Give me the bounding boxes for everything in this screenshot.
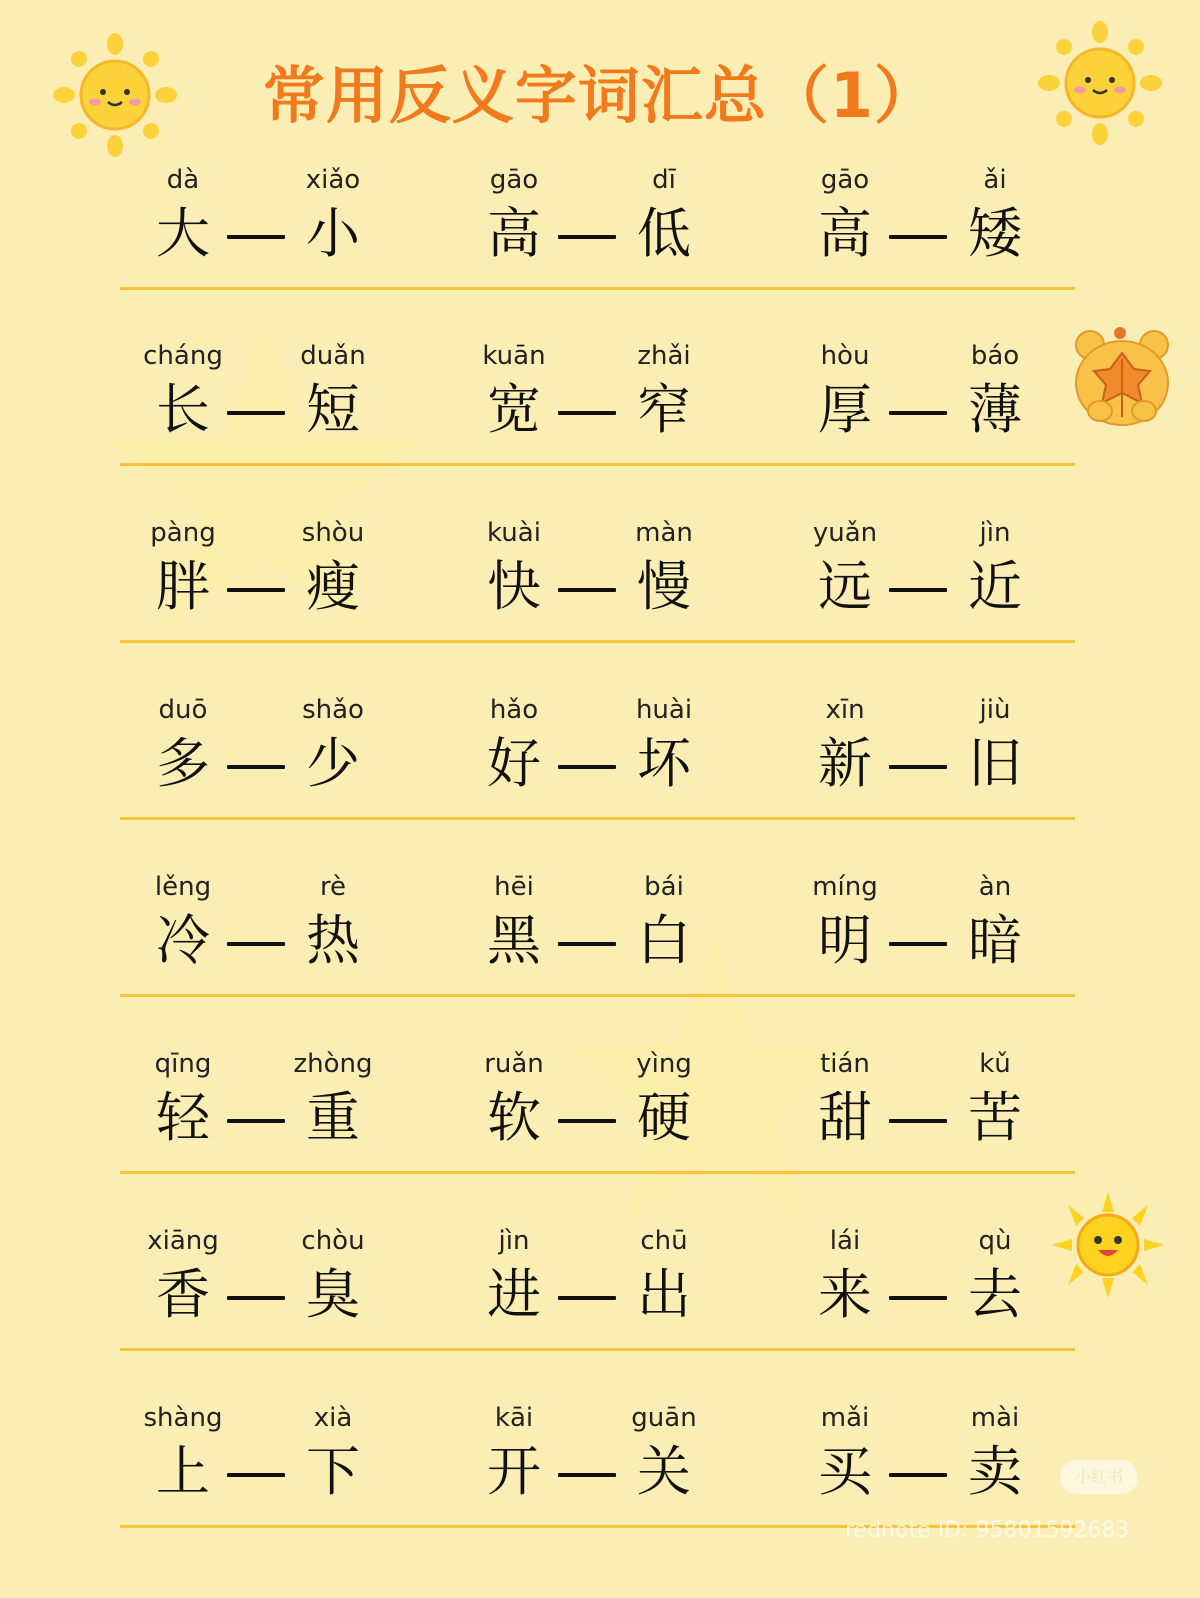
hanzi-second: 暗 xyxy=(968,909,1022,972)
dash-separator xyxy=(558,588,616,592)
hanzi-second: 旧 xyxy=(968,732,1022,795)
dash-separator xyxy=(227,235,285,239)
antonym-pair xyxy=(812,518,1085,648)
dash-separator xyxy=(558,411,616,415)
hanzi-second: 苦 xyxy=(968,1086,1022,1149)
hanzi-second: 慢 xyxy=(637,555,691,618)
pinyin-second: kǔ xyxy=(979,1049,1011,1079)
antonym-row xyxy=(0,872,1200,1050)
antonym-pair xyxy=(487,1226,754,1356)
antonym-pair xyxy=(818,1226,1085,1356)
hanzi-first: 开 xyxy=(487,1440,541,1503)
antonym-pair xyxy=(147,1226,423,1356)
antonym-pair xyxy=(156,165,423,295)
hanzi-first: 宽 xyxy=(487,378,541,441)
pinyin-second: dī xyxy=(652,165,676,195)
antonym-pair xyxy=(818,341,1085,471)
hanzi-second: 薄 xyxy=(968,378,1022,441)
antonym-pair xyxy=(818,695,1085,825)
dash-separator xyxy=(558,1119,616,1123)
pinyin-first: dà xyxy=(166,165,200,195)
watermark-id: rednote ID: 9580159​2683 xyxy=(845,1518,1130,1543)
dash-separator xyxy=(558,1296,616,1300)
hanzi-first: 黑 xyxy=(487,909,541,972)
dash-separator xyxy=(889,1296,947,1300)
pinyin-first: gāo xyxy=(489,165,539,195)
antonym-pair xyxy=(143,1403,423,1533)
pinyin-second: jiù xyxy=(979,695,1011,725)
antonym-pair xyxy=(818,1403,1085,1533)
pinyin-second: shǎo xyxy=(302,695,364,725)
pinyin-first: jìn xyxy=(498,1226,530,1256)
pinyin-second: huài xyxy=(635,695,693,725)
dash-separator xyxy=(227,1119,285,1123)
dash-separator xyxy=(889,765,947,769)
antonym-pair xyxy=(156,695,423,825)
hanzi-first: 远 xyxy=(818,555,872,618)
hanzi-first: 进 xyxy=(487,1263,541,1326)
antonym-pair xyxy=(150,518,423,648)
row-divider xyxy=(120,994,1075,997)
dash-separator xyxy=(227,588,285,592)
pinyin-second: báo xyxy=(970,341,1020,371)
pinyin-second: xiǎo xyxy=(305,165,361,195)
hanzi-first: 胖 xyxy=(156,555,210,618)
antonym-row xyxy=(0,518,1200,696)
antonym-pair xyxy=(143,341,423,471)
dash-separator xyxy=(558,942,616,946)
pinyin-second: bái xyxy=(644,872,684,902)
hanzi-second: 臭 xyxy=(306,1263,360,1326)
antonym-pair xyxy=(818,1049,1085,1179)
antonym-pair xyxy=(487,872,754,1002)
pinyin-second: duǎn xyxy=(300,341,366,371)
pinyin-first: kuài xyxy=(487,518,541,548)
antonym-row xyxy=(0,1226,1200,1404)
pinyin-second: qù xyxy=(978,1226,1012,1256)
hanzi-second: 少 xyxy=(306,732,360,795)
hanzi-second: 短 xyxy=(306,378,360,441)
pinyin-first: hēi xyxy=(494,872,534,902)
hanzi-first: 好 xyxy=(487,732,541,795)
dash-separator xyxy=(558,1473,616,1477)
pinyin-first: shàng xyxy=(143,1403,223,1433)
dash-separator xyxy=(889,411,947,415)
pinyin-first: gāo xyxy=(820,165,870,195)
hanzi-second: 重 xyxy=(306,1086,360,1149)
pinyin-first: cháng xyxy=(143,341,223,371)
hanzi-first: 甜 xyxy=(818,1086,872,1149)
hanzi-first: 厚 xyxy=(818,378,872,441)
pinyin-second: zhòng xyxy=(293,1049,373,1079)
pinyin-second: ǎi xyxy=(983,165,1007,195)
page-title: 常用反义字词汇总（1） xyxy=(262,59,938,132)
hanzi-first: 软 xyxy=(487,1086,541,1149)
pinyin-first: pàng xyxy=(150,518,216,548)
antonym-pair xyxy=(487,165,754,295)
row-divider xyxy=(120,1171,1075,1174)
dash-separator xyxy=(558,235,616,239)
hanzi-second: 下 xyxy=(306,1440,360,1503)
hanzi-second: 关 xyxy=(637,1440,691,1503)
row-divider xyxy=(120,287,1075,290)
hanzi-second: 卖 xyxy=(968,1440,1022,1503)
watermark-badge: 小红书 xyxy=(1060,1460,1138,1494)
pinyin-first: lái xyxy=(829,1226,861,1256)
antonym-pair xyxy=(484,1049,754,1179)
row-divider xyxy=(120,463,1075,466)
hanzi-second: 热 xyxy=(306,909,360,972)
pinyin-first: míng xyxy=(812,872,878,902)
pinyin-first: xiāng xyxy=(147,1226,219,1256)
antonym-pair xyxy=(482,341,754,471)
dash-separator xyxy=(227,1473,285,1477)
pinyin-first: ruǎn xyxy=(484,1049,544,1079)
hanzi-first: 上 xyxy=(156,1440,210,1503)
hanzi-first: 来 xyxy=(818,1263,872,1326)
antonym-row xyxy=(0,165,1200,343)
pinyin-second: jìn xyxy=(979,518,1011,548)
hanzi-first: 香 xyxy=(156,1263,210,1326)
antonym-pair xyxy=(812,872,1085,1002)
dash-separator xyxy=(889,588,947,592)
pinyin-second: chòu xyxy=(301,1226,365,1256)
hanzi-second: 硬 xyxy=(637,1086,691,1149)
pinyin-second: yìng xyxy=(636,1049,692,1079)
pinyin-first: tián xyxy=(820,1049,870,1079)
dash-separator xyxy=(227,1296,285,1300)
pinyin-second: shòu xyxy=(301,518,365,548)
hanzi-first: 明 xyxy=(818,909,872,972)
dash-separator xyxy=(227,411,285,415)
hanzi-first: 新 xyxy=(818,732,872,795)
pinyin-first: kāi xyxy=(494,1403,534,1433)
hanzi-first: 高 xyxy=(818,202,872,265)
dash-separator xyxy=(889,1473,947,1477)
pinyin-second: àn xyxy=(978,872,1012,902)
antonym-pair xyxy=(487,518,754,648)
hanzi-second: 白 xyxy=(637,909,691,972)
antonym-pair xyxy=(154,872,423,1002)
hanzi-second: 出 xyxy=(637,1263,691,1326)
hanzi-first: 高 xyxy=(487,202,541,265)
pinyin-second: zhǎi xyxy=(637,341,691,371)
hanzi-first: 轻 xyxy=(156,1086,210,1149)
antonym-row xyxy=(0,341,1200,519)
pinyin-first: qīng xyxy=(154,1049,212,1079)
pinyin-second: màn xyxy=(635,518,693,548)
dash-separator xyxy=(227,942,285,946)
hanzi-second: 瘦 xyxy=(306,555,360,618)
antonym-row xyxy=(0,1049,1200,1227)
pinyin-second: xià xyxy=(313,1403,353,1433)
pinyin-first: yuǎn xyxy=(812,518,878,548)
hanzi-second: 低 xyxy=(637,202,691,265)
hanzi-second: 窄 xyxy=(637,378,691,441)
dash-separator xyxy=(558,765,616,769)
hanzi-second: 去 xyxy=(968,1263,1022,1326)
dash-separator xyxy=(227,765,285,769)
pinyin-first: hòu xyxy=(820,341,870,371)
hanzi-first: 长 xyxy=(156,378,210,441)
hanzi-first: 多 xyxy=(156,732,210,795)
dash-separator xyxy=(889,1119,947,1123)
hanzi-second: 小 xyxy=(306,202,360,265)
hanzi-first: 冷 xyxy=(156,909,210,972)
antonym-pair xyxy=(487,1403,754,1533)
pinyin-first: mǎi xyxy=(820,1403,870,1433)
hanzi-second: 坏 xyxy=(637,732,691,795)
pinyin-first: hǎo xyxy=(489,695,539,725)
dash-separator xyxy=(889,942,947,946)
pinyin-second: chū xyxy=(640,1226,688,1256)
antonym-pair xyxy=(154,1049,423,1179)
antonym-pair xyxy=(487,695,754,825)
pinyin-second: mài xyxy=(970,1403,1020,1433)
antonym-pair xyxy=(818,165,1085,295)
pinyin-first: lěng xyxy=(154,872,212,902)
pinyin-second: rè xyxy=(319,872,347,902)
hanzi-second: 矮 xyxy=(968,202,1022,265)
row-divider xyxy=(120,817,1075,820)
hanzi-first: 快 xyxy=(487,555,541,618)
pinyin-first: xīn xyxy=(825,695,865,725)
pinyin-first: duō xyxy=(158,695,208,725)
hanzi-first: 大 xyxy=(156,202,210,265)
pinyin-second: guān xyxy=(631,1403,697,1433)
row-divider xyxy=(120,640,1075,643)
antonym-row xyxy=(0,695,1200,873)
row-divider xyxy=(120,1348,1075,1351)
dash-separator xyxy=(889,235,947,239)
hanzi-second: 近 xyxy=(968,555,1022,618)
hanzi-first: 买 xyxy=(818,1440,872,1503)
antonym-row xyxy=(0,1403,1200,1581)
pinyin-first: kuān xyxy=(482,341,546,371)
